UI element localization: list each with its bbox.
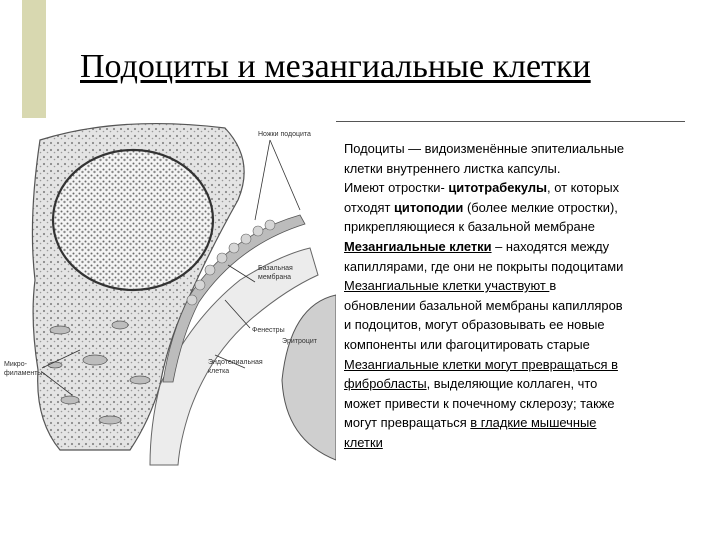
text-run: (более мелкие отростки),	[463, 199, 618, 215]
text-run: – находятся между	[491, 238, 610, 254]
text-line: компоненты или фагоцитировать старые	[344, 336, 590, 352]
text-line	[344, 178, 712, 198]
text-run: , выделяющие коллаген, что	[426, 376, 598, 392]
text-run: отходят	[344, 199, 394, 215]
text-line	[344, 276, 712, 296]
text-run-underlined: Мезангиальные клетки участвуют	[344, 278, 550, 294]
text-line: и подоцитов, могут образовывать ее новые	[344, 317, 605, 333]
text-line: клетки	[344, 434, 383, 450]
text-run: в	[549, 278, 557, 294]
text-line: может привести к почечному склерозу; также	[344, 395, 615, 411]
text-run-underlined: в гладкие мышечные	[470, 415, 597, 431]
podocyte-illustration	[0, 120, 336, 472]
text-run: могут превращаться	[344, 415, 471, 431]
text-line: капиллярами, где они не покрыты подоцитами	[344, 258, 624, 274]
term-mesangial-cells: Мезангиальные клетки	[344, 238, 492, 254]
text-line	[344, 374, 712, 394]
label-microfilaments-line2: филаменты	[4, 370, 43, 377]
term-cytotrabeculae: цитотрабекулы	[448, 180, 548, 196]
text-line: обновлении базальной мембраны капилляров	[344, 297, 623, 313]
text-line	[344, 237, 712, 257]
text-line	[344, 413, 712, 433]
text-line: Подоциты — видоизменённые эпителиальные	[344, 141, 625, 156]
label-microfilaments-line1: Микро-	[4, 361, 27, 368]
text-line: клетки внутреннего листка капсулы.	[344, 160, 561, 176]
text-line: Мезангиальные клетки могут превращаться в	[344, 356, 618, 372]
label-basal-membrane-line2: мембрана	[258, 274, 291, 281]
label-endothelial-line2: клетка	[208, 368, 230, 375]
text-line	[344, 198, 712, 218]
title-accent-bar	[22, 0, 46, 118]
term-cytopodia: цитоподии	[393, 199, 464, 215]
label-endothelial-line1: Эндотелиальная	[208, 359, 263, 366]
text-run: , от которых	[547, 180, 620, 196]
label-erythrocyte: Эритроцит	[282, 338, 317, 345]
label-basal-membrane-line1: Базальная	[258, 265, 293, 272]
label-fenestrae: Фенестры	[252, 327, 285, 334]
text-line: прикрепляющиеся к базальной мембране	[344, 219, 595, 235]
text-run: Имеют отростки-	[344, 180, 449, 196]
cell-nucleus	[53, 150, 213, 290]
text-run-underlined: фибробласты	[344, 376, 427, 392]
slide-body-text	[344, 139, 712, 453]
label-podocyte-legs: Ножки подоцита	[258, 131, 311, 138]
slide-title: Подоциты и мезангиальные клетки	[80, 48, 591, 85]
